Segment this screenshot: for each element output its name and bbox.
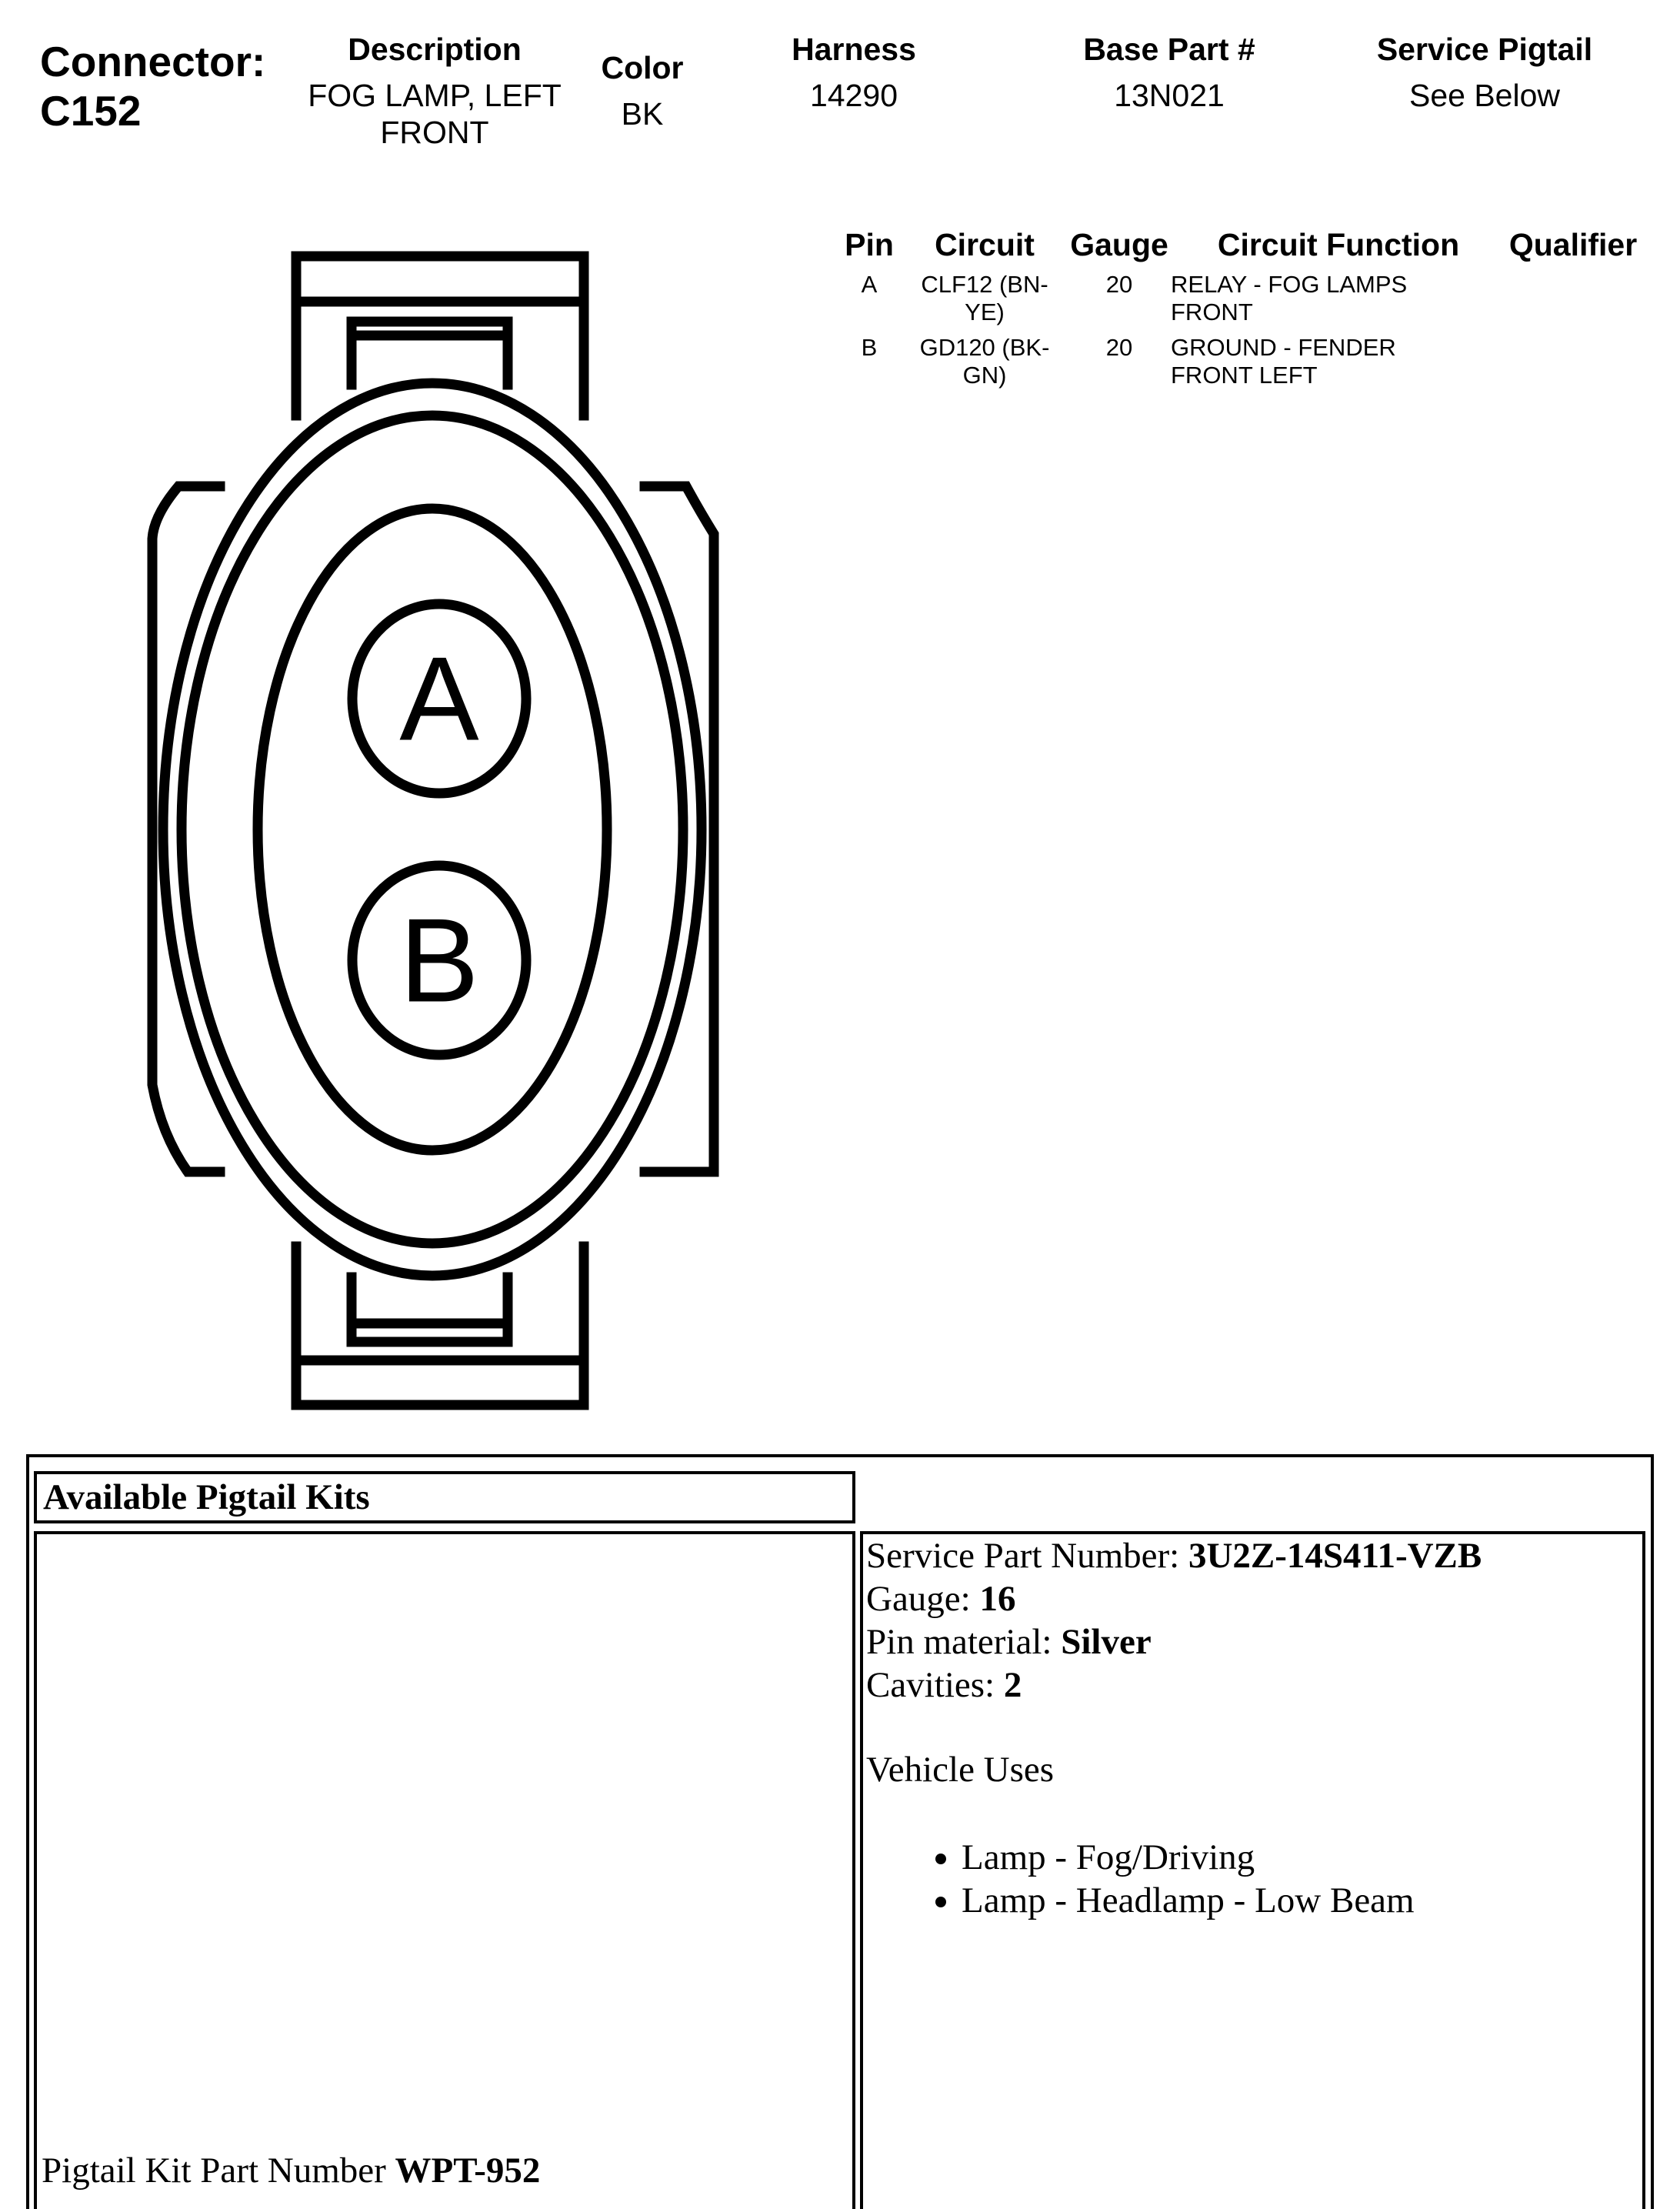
pin-material xyxy=(866,1620,1482,1663)
kit-part-value: WPT-952 xyxy=(395,2151,541,2191)
table-row-function xyxy=(1171,334,1478,389)
service-part-value: 3U2Z-14S411-VZB xyxy=(1188,1536,1482,1576)
service-pigtail-value: See Below xyxy=(1408,78,1560,113)
outer-shell xyxy=(163,383,702,1276)
pin-b-label: B xyxy=(399,893,479,1027)
pigtail-section-title: Available Pigtail Kits xyxy=(43,1477,370,1517)
pigtail-title-box xyxy=(34,1471,855,1523)
bottom-latch-inner xyxy=(352,1277,508,1342)
function-line1: RELAY - FOG LAMPS xyxy=(1171,271,1408,298)
service-pigtail-label: Service Pigtail xyxy=(1376,32,1593,67)
pin-header: Pin xyxy=(845,227,894,262)
connector-label: Connector: xyxy=(40,38,266,85)
vehicle-uses-list xyxy=(866,1836,1482,1922)
pigtail-image-box xyxy=(34,1531,855,2209)
circuit-header: Circuit xyxy=(935,227,1035,262)
function-line1: GROUND - FENDER xyxy=(1171,334,1396,361)
description-line1: FOG LAMP, LEFT xyxy=(308,78,562,113)
gauge-header: Gauge xyxy=(1070,227,1168,262)
color-value: BK xyxy=(621,96,664,132)
color-column xyxy=(585,49,700,132)
table-row-circuit xyxy=(915,334,1054,389)
circuit-line1: CLF12 (BN- xyxy=(921,271,1048,298)
pigtail-details xyxy=(866,1534,1482,1922)
harness-label: Harness xyxy=(792,32,916,67)
service-pigtail-column xyxy=(1338,31,1631,114)
table-row-function xyxy=(1171,271,1478,326)
description-label: Description xyxy=(348,32,522,67)
list-item: • Lamp - Fog/Driving xyxy=(962,1836,1482,1879)
base-part-value: 13N021 xyxy=(1114,78,1225,113)
function-line2: FRONT xyxy=(1171,299,1253,325)
service-part-number xyxy=(866,1534,1482,1577)
kit-gauge-label: Gauge: xyxy=(866,1579,980,1619)
pin-material-value: Silver xyxy=(1061,1622,1152,1662)
harness-value: 14290 xyxy=(809,78,898,113)
circuit-line2: GN) xyxy=(962,362,1007,389)
pin-table xyxy=(838,226,1654,411)
circuit-function-header: Circuit Function xyxy=(1217,227,1460,262)
connector-title xyxy=(40,37,265,135)
pin-a-label: A xyxy=(399,632,479,766)
description-line2: FRONT xyxy=(380,115,489,150)
kit-part-label: Pigtail Kit Part Number xyxy=(42,2151,395,2191)
base-part-label: Base Part # xyxy=(1083,32,1255,67)
cavities xyxy=(866,1663,1482,1707)
connector-diagram xyxy=(138,246,731,1416)
vehicle-uses-label: Vehicle Uses xyxy=(866,1750,1055,1790)
connector-id: C152 xyxy=(40,87,142,135)
table-row-circuit xyxy=(915,271,1054,326)
service-part-label: Service Part Number: xyxy=(866,1536,1188,1576)
pigtail-kit-part-number xyxy=(42,2149,540,2192)
circuit-line1: GD120 (BK- xyxy=(919,334,1050,361)
cavities-label: Cavities: xyxy=(866,1665,1004,1705)
circuit-line2: YE) xyxy=(965,299,1005,325)
function-line2: FRONT LEFT xyxy=(1171,362,1318,389)
table-row-gauge: 20 xyxy=(1105,271,1133,298)
pin-material-label: Pin material: xyxy=(866,1622,1062,1662)
base-part-column xyxy=(1046,31,1292,114)
color-label: Color xyxy=(601,50,684,85)
kit-gauge-value: 16 xyxy=(979,1579,1016,1619)
description-column xyxy=(292,31,577,151)
cavities-value: 2 xyxy=(1003,1665,1022,1705)
harness-column xyxy=(754,31,954,114)
table-row-gauge: 20 xyxy=(1105,334,1133,361)
kit-gauge xyxy=(866,1577,1482,1620)
qualifier-header: Qualifier xyxy=(1508,227,1638,262)
table-row-pin: A xyxy=(861,271,878,298)
list-item: • Lamp - Headlamp - Low Beam xyxy=(962,1879,1482,1922)
pigtail-details-box xyxy=(860,1531,1645,2209)
table-row-pin: B xyxy=(861,334,878,361)
